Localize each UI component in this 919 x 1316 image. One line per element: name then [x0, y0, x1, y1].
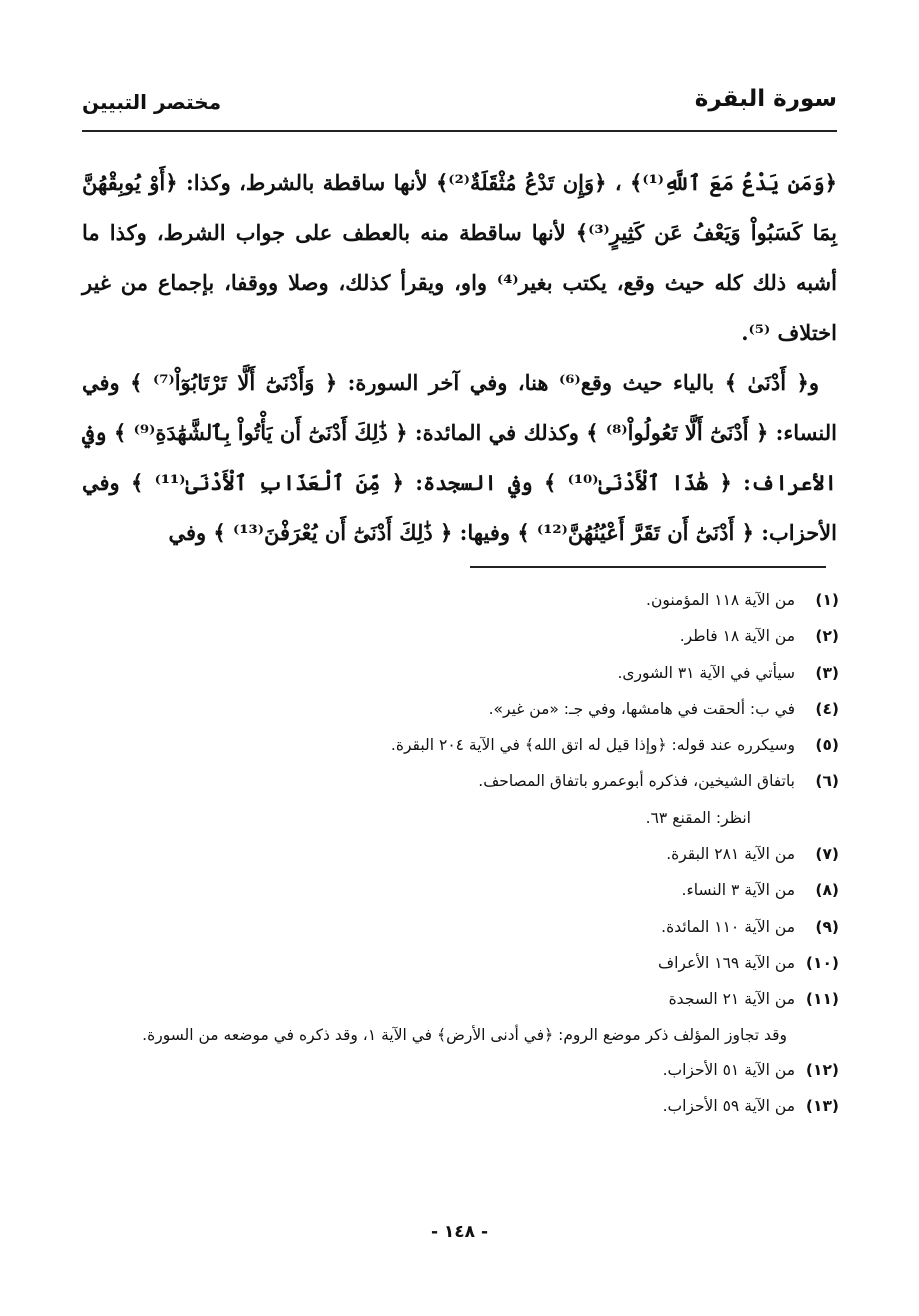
footnote-note: وقد تجاوز المؤلف ذكر موضع الروم: ﴿في أدنى الأرض﴾ في الآية ١، وقد ذكره في موضعه من السورة.: [142, 1025, 787, 1044]
footnote-item: [84, 981, 839, 1017]
footnote-number: (٢): [815, 627, 839, 646]
footnote-item: [84, 691, 839, 727]
footnote-item: [84, 618, 839, 654]
footnote-item: [84, 763, 839, 799]
footnote-text: من الآية ١٦٩ الأعراف: [658, 953, 795, 972]
footnote-number: (١): [815, 591, 839, 609]
footnote-text: من الآية ٢١ السجدة: [668, 990, 795, 1009]
footnote-item: [84, 582, 839, 618]
footnote-text: من الآية ٥٩ الأحزاب.: [662, 1096, 795, 1115]
page-number: - ١٤٨ -: [430, 1222, 489, 1242]
footnotes: [84, 582, 839, 1124]
footnote-text: سيأتي في الآية ٣١ الشورى.: [617, 663, 795, 682]
footnote-text: من الآية ٢٨١ البقرة.: [666, 845, 795, 864]
main-text: [82, 158, 837, 558]
footnote-text: انظر: المقنع ٦٣.: [645, 808, 751, 827]
footnote-number: (٩): [815, 917, 839, 936]
footnote-text: من الآية ٥١ الأحزاب.: [662, 1060, 795, 1079]
footnote-number: (٧): [815, 845, 839, 864]
footnote-item: [84, 655, 839, 691]
footnote-divider: [470, 566, 826, 568]
footnote-item: [84, 945, 839, 981]
footnote-number: (١٠): [805, 953, 839, 972]
surah-title: سورة البقرة: [694, 86, 837, 112]
footnote-continuation: [84, 800, 839, 836]
footnote-text: من الآية ٣ النساء.: [681, 881, 795, 900]
footnote-item: [84, 1052, 839, 1088]
footnote-item: [84, 1088, 839, 1124]
footnote-number: (١١): [805, 990, 839, 1009]
footnote-item: [84, 727, 839, 763]
footnote-text: وسيكرره عند قوله: ﴿وإذا قيل له اتق الله﴾ في الآية ٢٠٤ البقرة.: [390, 736, 795, 755]
footnote-number: (٣): [815, 663, 839, 682]
paragraph-2: و﴿ أَدْنَىٰ ﴾ بالياء حيث وقع⁽⁶⁾ هنا، وفي آخر السورة: ﴿ وَأَدْنَىٰٓ أَلَّا تَرْتَابُوٓاْ⁽⁷⁾ ﴾ وفي النساء: ﴿ أَدْنَىٰٓ أَلَّا تَعُولُواْ⁽⁸⁾ ﴾ وكذلك في المائدة: ﴿ ذَٰلِكَ أَدْنَىٰٓ أَن يَأْتُواْ بِٱلشَّهَٰدَةِ⁽⁹⁾ ﴾ وفي الأعراف: ﴿ هَٰذَا ٱلْأَدْنَىٰ⁽¹⁰⁾ ﴾ وفي السجدة: ﴿ مِّنَ ٱلْعَذَابِ ٱلْأَدْنَىٰ⁽¹¹⁾ ﴾ وفي الأحزاب: ﴿ أَدْنَىٰٓ أَن تَقَرَّ أَعْيُنُهُنَّ⁽¹²⁾ ﴾ وفيها: ﴿ ذَٰلِكَ أَدْنَىٰٓ أَن يُعْرَفْنَ⁽¹³⁾ ﴾ وفي: [82, 370, 838, 545]
footnote-item: [84, 836, 839, 872]
paragraph-1: ﴿وَمَن يَدْعُ مَعَ ٱللَّهِ⁽¹⁾﴾ ، ﴿وَإِن تَدْعُ مُثْقَلَةٌ⁽²⁾﴾ لأنها ساقطة بالشرط، وكذا: ﴿أَوْ يُوبِقْهُنَّ بِمَا كَسَبُواْ وَيَعْفُ عَن كَثِيرٍ⁽³⁾﴾ لأنها ساقطة منه بالعطف على جواب الشرط، وكذا ما أشبه ذلك كله حيث وقع، يكتب بغير⁽⁴⁾ واو، ويقرأ كذلك، وصلا ووقفا، بإجماع من غير اختلاف ⁽⁵⁾.: [82, 170, 837, 345]
header-divider: [82, 130, 837, 132]
footnote-item: [84, 872, 839, 908]
footnote-number: (٦): [815, 772, 839, 791]
book-title: مختصر التبيين: [82, 90, 222, 114]
page-header: [82, 80, 837, 120]
footnote-item: [84, 909, 839, 945]
footnote-number: (٤): [815, 699, 839, 718]
footnote-number: (١٣): [805, 1096, 839, 1115]
footnote-text: من الآية ١٨ فاطر.: [679, 627, 795, 646]
footnote-number: (٥): [815, 736, 839, 755]
footnote-number: (١٢): [805, 1060, 839, 1079]
footnote-number: (٨): [815, 881, 839, 900]
footnote-text: من الآية ١١٠ المائدة.: [661, 917, 795, 936]
footnote-text: باتفاق الشيخين، فذكره أبوعمرو باتفاق المصاحف.: [478, 772, 795, 791]
footnote-text: من الآية ١١٨ المؤمنون.: [646, 591, 795, 609]
footnote-text: في ب: ألحقت في هامشها، وفي جـ: «من غير».: [488, 699, 795, 718]
